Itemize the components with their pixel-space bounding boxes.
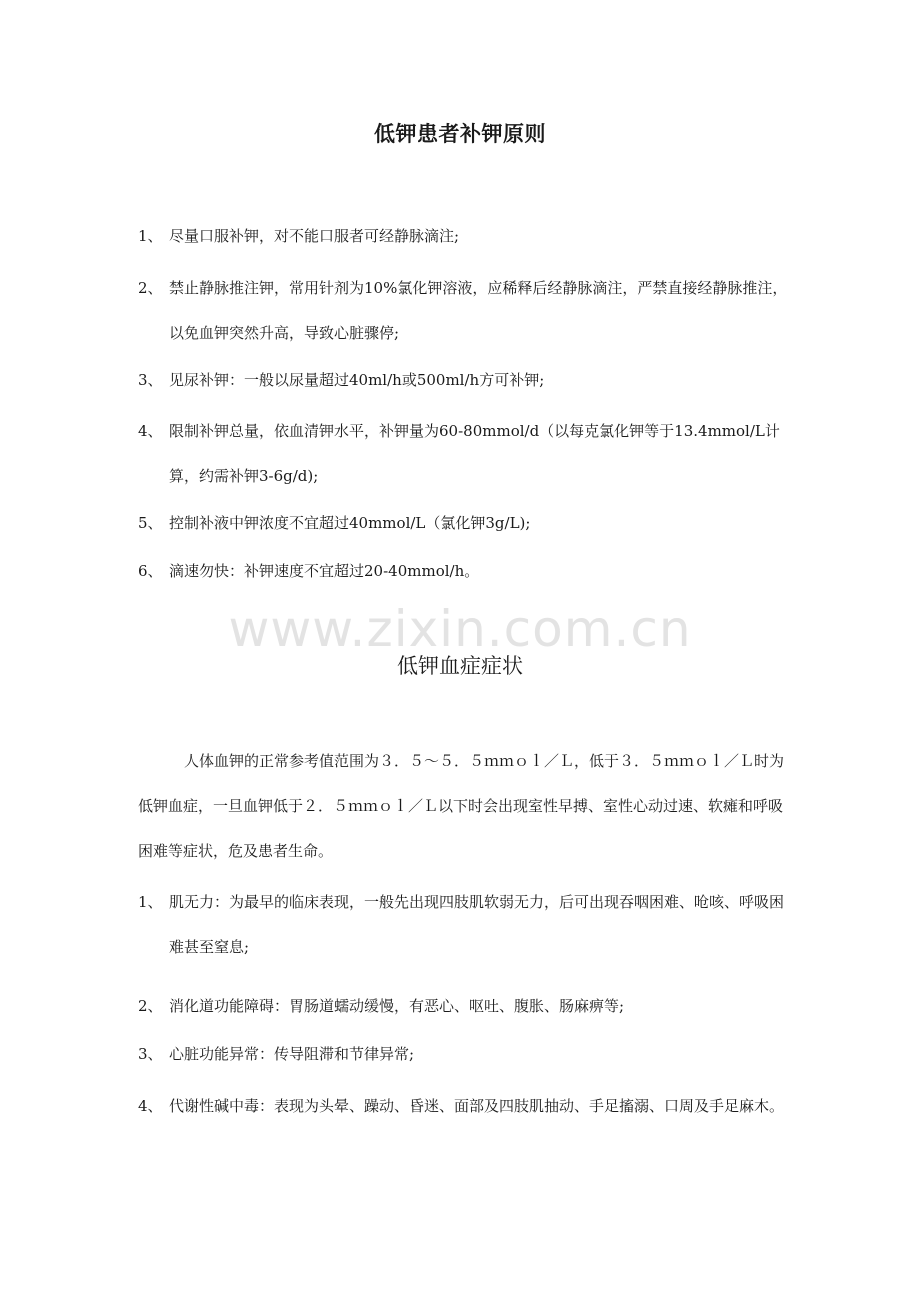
item-text: 禁止静脉推注钾，常用针剂为10%氯化钾溶液，应稀释后经静脉滴注，严禁直接经静脉推注，以免血钾突然升高，导致心脏骤停; bbox=[169, 279, 788, 342]
item-number: 3、 bbox=[138, 371, 163, 389]
item-text: 见尿补钾：一般以尿量超过40ml/h或500ml/h方可补钾; bbox=[169, 371, 545, 389]
item-number: 4、 bbox=[138, 1097, 163, 1115]
item-number: 1、 bbox=[138, 227, 163, 245]
item-text: 代谢性碱中毒：表现为头晕、躁动、昏迷、面部及四肢肌抽动、手足搐溺、口周及手足麻木。 bbox=[169, 1097, 785, 1115]
symptom-item bbox=[138, 1084, 788, 1129]
item-text: 肌无力：为最早的临床表现，一般先出现四肢肌软弱无力，后可出现吞咽困难、呛咳、呼吸困难甚至窒息; bbox=[169, 893, 785, 956]
symptom-item bbox=[138, 1036, 788, 1072]
item-number: 1、 bbox=[138, 893, 163, 911]
item-number: 4、 bbox=[138, 422, 163, 440]
item-text: 滴速勿快：补钾速度不宜超过20-40mmol/h。 bbox=[169, 562, 480, 580]
item-number: 3、 bbox=[138, 1045, 163, 1063]
section-subtitle: 低钾血症症状 bbox=[397, 654, 523, 678]
principle-item bbox=[138, 409, 788, 499]
item-number: 2、 bbox=[138, 279, 163, 297]
symptom-item bbox=[138, 880, 788, 970]
principle-item bbox=[138, 505, 788, 541]
item-text: 限制补钾总量，依血清钾水平，补钾量为60-80mmol/d（以每克氯化钾等于13.4mmol/L计算，约需补钾3-6g/d); bbox=[169, 422, 780, 485]
item-text: 控制补液中钾浓度不宜超过40mmol/L（氯化钾3g/L); bbox=[169, 514, 531, 532]
symptom-item bbox=[138, 988, 788, 1024]
intro-paragraph: 人体血钾的正常参考值范围为３．５～５．５ｍｍｏｌ／Ｌ，低于３．５ｍｍｏｌ／Ｌ时为低钾血症，一旦血钾低于２．５ｍｍｏｌ／Ｌ以下时会出现室性早搏、室性心动过速、软瘫和呼吸困难等症状，危及患者生命。 bbox=[138, 752, 785, 860]
item-number: 5、 bbox=[138, 514, 163, 532]
item-text: 心脏功能异常：传导阻滞和节律异常; bbox=[169, 1045, 415, 1063]
item-number: 2、 bbox=[138, 997, 163, 1015]
principle-item bbox=[138, 362, 788, 398]
principle-item bbox=[138, 553, 788, 589]
item-number: 6、 bbox=[138, 562, 163, 580]
item-text: 消化道功能障碍：胃肠道蠕动缓慢，有恶心、呕吐、腹胀、肠麻痹等; bbox=[169, 997, 625, 1015]
document-title: 低钾患者补钾原则 bbox=[374, 121, 546, 146]
principle-item bbox=[138, 266, 788, 356]
watermark: www.zixin.com.cn bbox=[228, 600, 692, 658]
principle-item bbox=[138, 218, 788, 254]
item-text: 尽量口服补钾，对不能口服者可经静脉滴注; bbox=[169, 227, 460, 245]
